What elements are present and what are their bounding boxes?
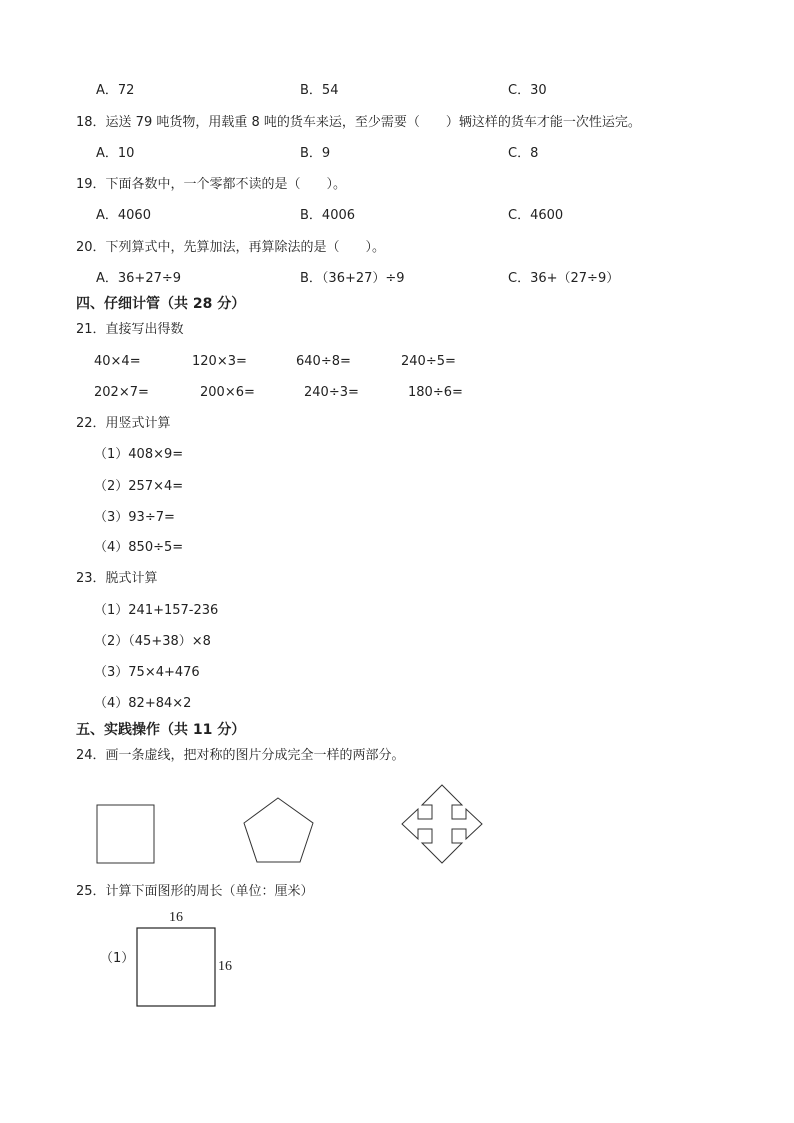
q18-option-c: C．8 — [508, 146, 539, 161]
q23-item-1: （1）241+157-236 — [94, 603, 219, 618]
q21-r2-1: 202×7= — [94, 385, 149, 400]
q25-top-length: 16 — [169, 910, 183, 925]
q20-option-c: C．36+（27÷9） — [508, 271, 620, 286]
q20-option-a: A．36+27÷9 — [96, 271, 182, 286]
q21-r1-4: 240÷5= — [401, 354, 456, 369]
q18-stem: 18．运送 79 吨货物，用载重 8 吨的货车来运，至少需要（ ）辆这样的货车才能一次性运完。 — [76, 115, 641, 130]
q21-stem: 21．直接写出得数 — [76, 322, 184, 337]
q18-option-b: B．9 — [300, 146, 331, 161]
q17-option-b: B．54 — [300, 83, 339, 98]
q20-stem: 20．下列算式中，先算加法，再算除法的是（ ）。 — [76, 240, 386, 255]
section5-title: 五、实践操作（共 11 分） — [76, 722, 246, 738]
q25-stem: 25．计算下面图形的周长（单位：厘米） — [76, 884, 314, 899]
q21-r2-4: 180÷6= — [408, 385, 463, 400]
q19-stem: 19．下面各数中，一个零都不读的是（ ）。 — [76, 177, 347, 192]
q22-item-1: （1）408×9= — [94, 447, 184, 462]
q17-option-a: A．72 — [96, 83, 135, 98]
q19-option-b: B．4006 — [300, 208, 356, 223]
q21-r1-1: 40×4= — [94, 354, 141, 369]
q20-option-b: B．（36+27）÷9 — [300, 271, 405, 286]
q17-option-c: C．30 — [508, 83, 547, 98]
q23-stem: 23．脱式计算 — [76, 571, 158, 586]
four-way-arrow-shape — [402, 785, 482, 863]
q24-stem: 24．画一条虚线，把对称的图片分成完全一样的两部分。 — [76, 748, 405, 763]
section4-title: 四、仔细计管（共 28 分） — [76, 296, 246, 312]
q21-r2-2: 200×6= — [200, 385, 255, 400]
q25-square-shape — [137, 928, 215, 1006]
q22-stem: 22．用竖式计算 — [76, 416, 171, 431]
q18-option-a: A．10 — [96, 146, 135, 161]
q19-option-a: A．4060 — [96, 208, 151, 223]
q23-item-4: （4）82+84×2 — [94, 696, 192, 711]
q21-r1-3: 640÷8= — [296, 354, 351, 369]
q22-item-4: （4）850÷5= — [94, 540, 184, 555]
square-shape — [97, 805, 154, 863]
q25-side-length: 16 — [218, 959, 232, 974]
q21-r1-2: 120×3= — [192, 354, 247, 369]
pentagon-shape — [244, 798, 313, 862]
q22-item-2: （2）257×4= — [94, 479, 184, 494]
q25-sub1-label: （1） — [100, 951, 135, 966]
q23-item-3: （3）75×4+476 — [94, 665, 200, 680]
q21-r2-3: 240÷3= — [304, 385, 359, 400]
q22-item-3: （3）93÷7= — [94, 510, 175, 525]
q19-option-c: C．4600 — [508, 208, 564, 223]
q23-item-2: （2）（45+38）×8 — [94, 634, 211, 649]
